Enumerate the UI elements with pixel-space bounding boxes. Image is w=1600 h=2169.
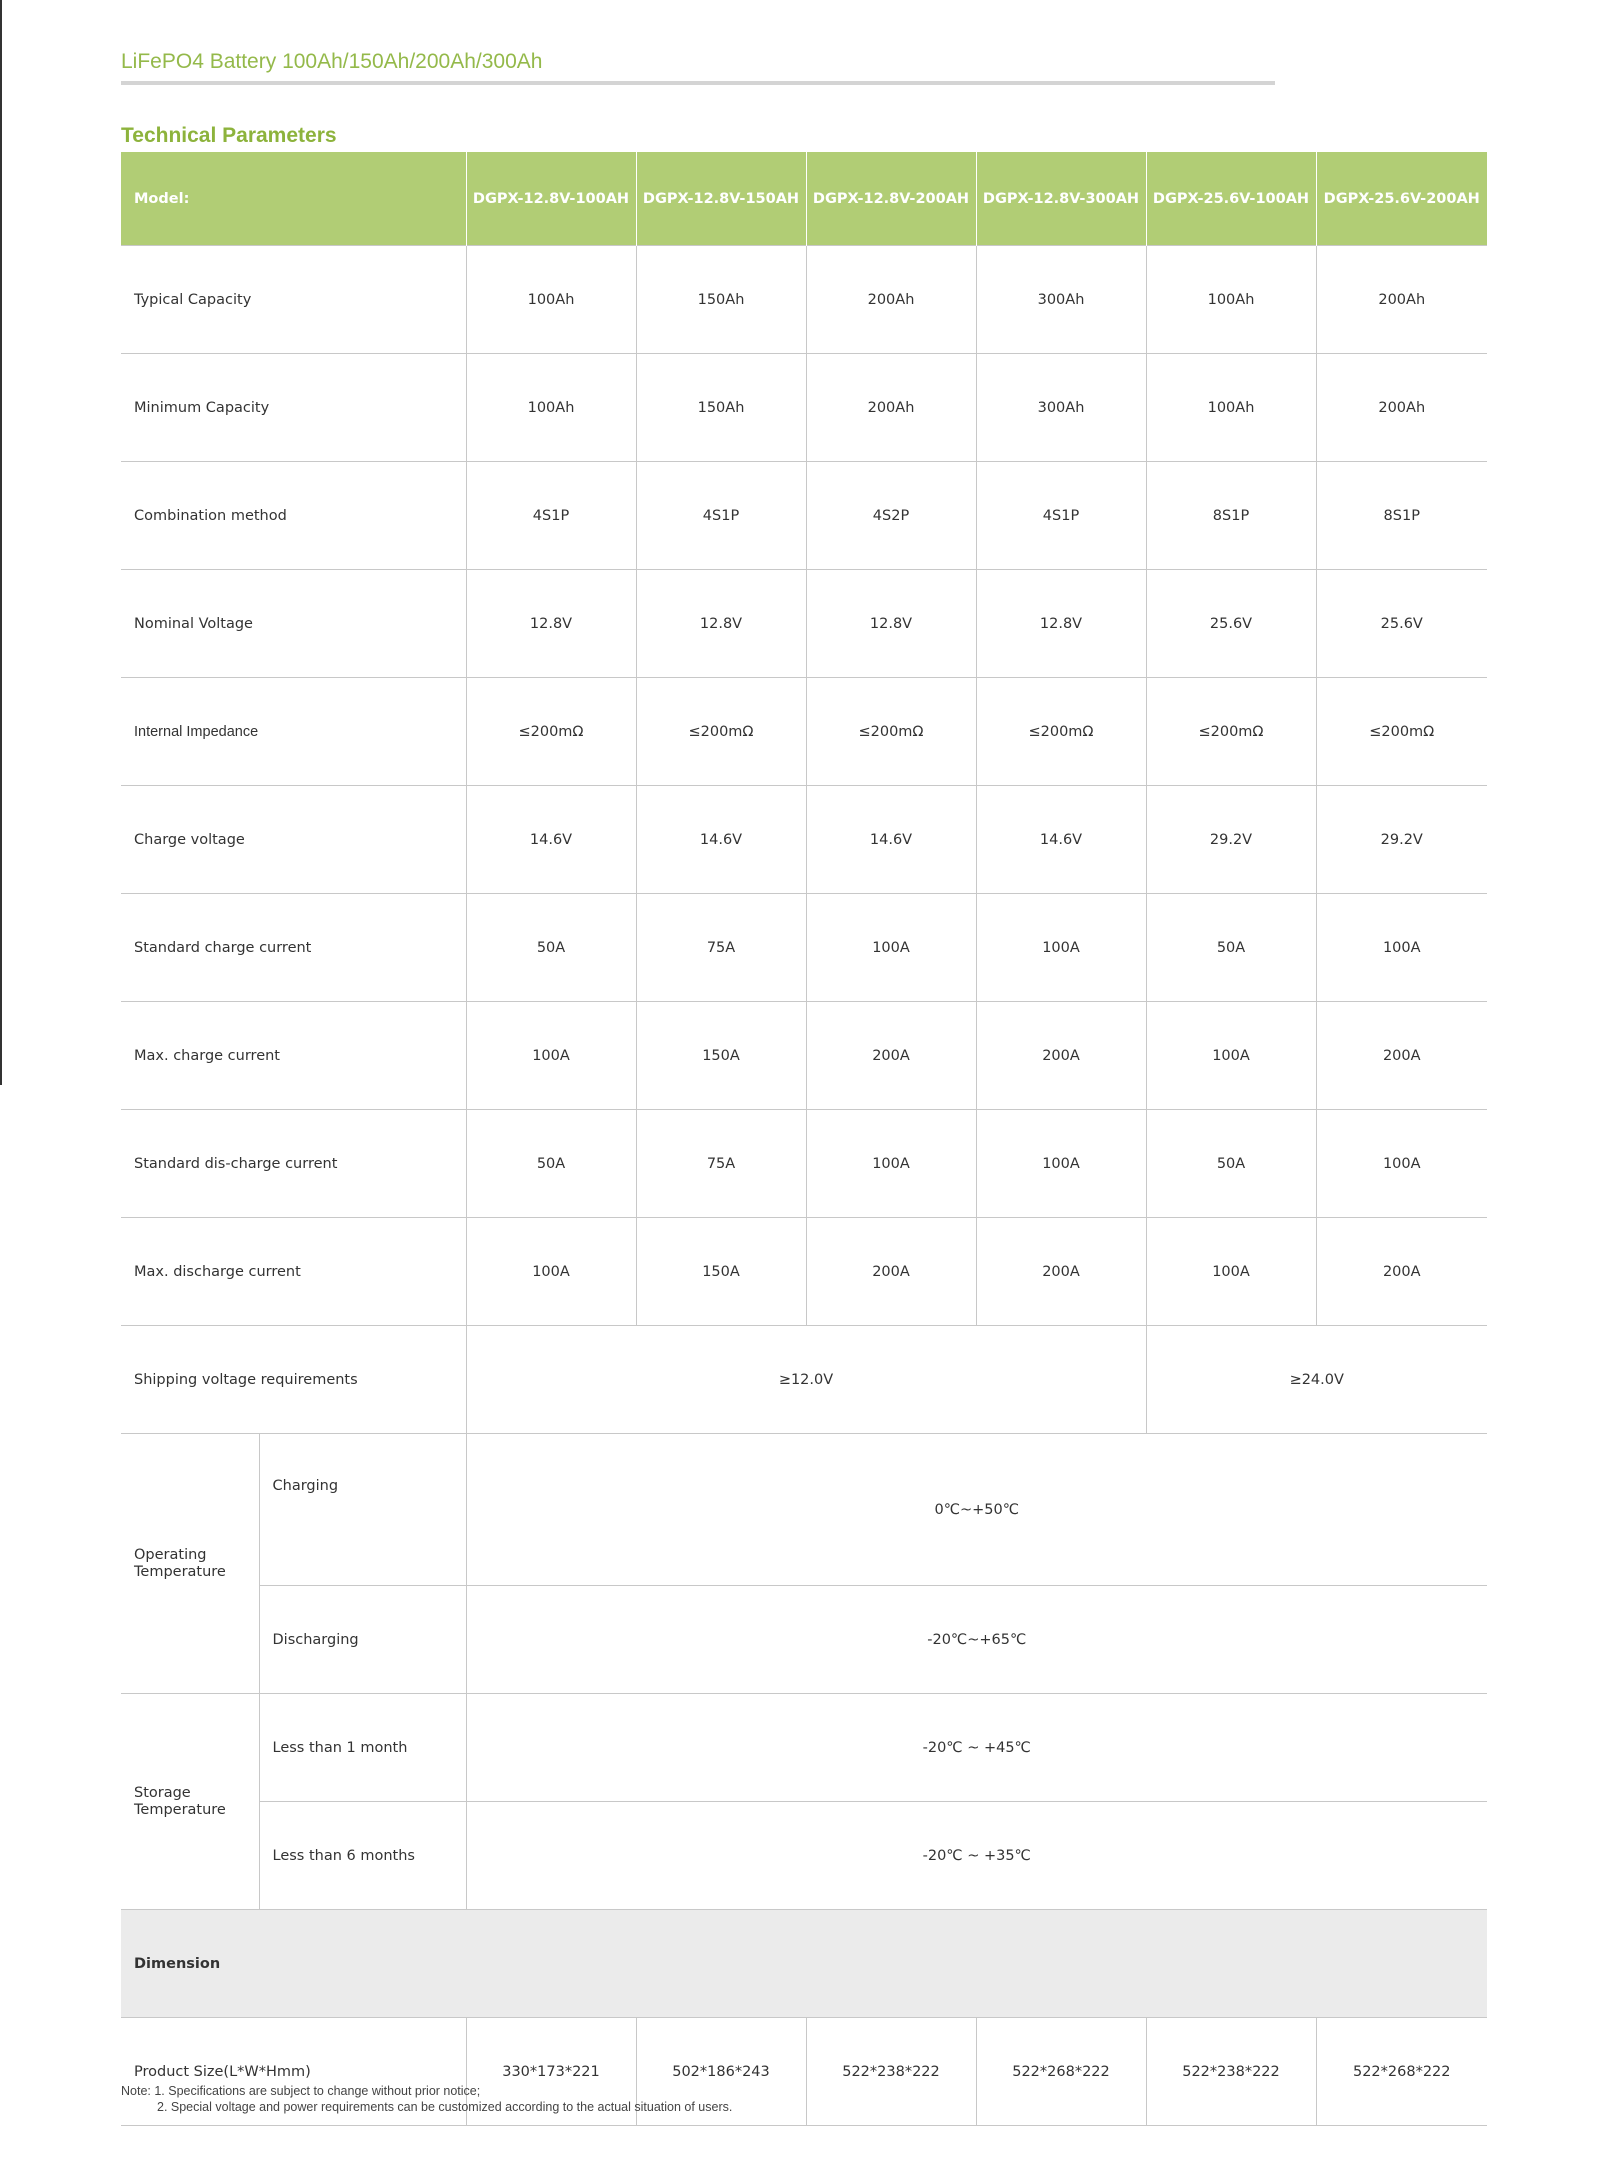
note-line-2: 2. Special voltage and power requirements can be customized according to the actual situation of users. <box>157 2100 733 2114</box>
operating-charging-row <box>121 1434 1487 1586</box>
table-cell: 100A <box>466 1218 636 1326</box>
table-cell: 200A <box>806 1218 976 1326</box>
table-cell: 100A <box>1316 894 1487 1002</box>
table-cell: 25.6V <box>1316 570 1487 678</box>
row-label: Typical Capacity <box>121 246 466 354</box>
header-row <box>121 152 1487 246</box>
row-label: Standard dis-charge current <box>121 1110 466 1218</box>
charging-label: Charging <box>259 1434 466 1586</box>
section-title: Technical Parameters <box>121 124 337 147</box>
table-cell: 200A <box>1316 1002 1487 1110</box>
row-label: Max. discharge current <box>121 1218 466 1326</box>
table-cell: 12.8V <box>806 570 976 678</box>
shipping-12v-cell: ≥12.0V <box>466 1326 1146 1434</box>
less-than-1-month-label: Less than 1 month <box>259 1694 466 1802</box>
table-cell: ≤200mΩ <box>976 678 1146 786</box>
model-header: DGPX-12.8V-150AH <box>636 152 806 246</box>
less-than-6-months-label: Less than 6 months <box>259 1802 466 1910</box>
table-cell: 25.6V <box>1146 570 1316 678</box>
table-cell: 100A <box>976 894 1146 1002</box>
note-line-1: Note: 1. Specifications are subject to change without prior notice; <box>121 2084 481 2098</box>
table-cell: ≤200mΩ <box>1146 678 1316 786</box>
table-cell: 12.8V <box>466 570 636 678</box>
row-label: Shipping voltage requirements <box>121 1326 466 1434</box>
table-cell: 100A <box>1146 1002 1316 1110</box>
page-edge-mark <box>0 0 2 1085</box>
table-cell: 502*186*243 <box>636 2018 806 2126</box>
table-row <box>121 354 1487 462</box>
table-cell: 12.8V <box>976 570 1146 678</box>
notes <box>121 2083 732 2115</box>
table-cell: 14.6V <box>636 786 806 894</box>
discharging-temp-cell: -20℃~+65℃ <box>466 1586 1487 1694</box>
table-cell: 522*268*222 <box>1316 2018 1487 2126</box>
table-cell: ≤200mΩ <box>806 678 976 786</box>
table-cell: 150A <box>636 1218 806 1326</box>
table-cell: 29.2V <box>1146 786 1316 894</box>
model-header: DGPX-12.8V-200AH <box>806 152 976 246</box>
table-cell: 100Ah <box>1146 246 1316 354</box>
table-cell: 14.6V <box>466 786 636 894</box>
table-row <box>121 1110 1487 1218</box>
row-label: Internal Impedance <box>121 678 466 786</box>
table-cell: 4S1P <box>976 462 1146 570</box>
table-cell: 29.2V <box>1316 786 1487 894</box>
operating-discharging-row <box>121 1586 1487 1694</box>
table-cell: 12.8V <box>636 570 806 678</box>
model-header: DGPX-25.6V-100AH <box>1146 152 1316 246</box>
table-cell: 150Ah <box>636 246 806 354</box>
table-cell: 200Ah <box>1316 354 1487 462</box>
page-title: LiFePO4 Battery 100Ah/150Ah/200Ah/300Ah <box>121 50 543 73</box>
row-label: Product Size(L*W*Hmm) <box>121 2018 466 2126</box>
table-cell: 14.6V <box>806 786 976 894</box>
row-label: Charge voltage <box>121 786 466 894</box>
table-cell: 200A <box>806 1002 976 1110</box>
table-cell: 4S2P <box>806 462 976 570</box>
table-row <box>121 1002 1487 1110</box>
table-cell: 100Ah <box>466 354 636 462</box>
table-cell: 50A <box>1146 1110 1316 1218</box>
table-cell: 200Ah <box>1316 246 1487 354</box>
table-cell: 100A <box>1146 1218 1316 1326</box>
table-cell: 200A <box>976 1002 1146 1110</box>
row-label: Standard charge current <box>121 894 466 1002</box>
table-cell: 200A <box>976 1218 1146 1326</box>
dimension-row <box>121 1910 1487 2018</box>
table-cell: 4S1P <box>466 462 636 570</box>
table-cell: 75A <box>636 894 806 1002</box>
spec-table <box>121 152 1487 2126</box>
row-label: Minimum Capacity <box>121 354 466 462</box>
table-cell: 522*238*222 <box>1146 2018 1316 2126</box>
storage-6months-cell: -20℃ ~ +35℃ <box>466 1802 1487 1910</box>
row-label: Combination method <box>121 462 466 570</box>
table-cell: 100A <box>806 894 976 1002</box>
table-row <box>121 462 1487 570</box>
table-cell: 100Ah <box>466 246 636 354</box>
table-row <box>121 786 1487 894</box>
dimension-label: Dimension <box>121 1910 1487 2018</box>
storage-6months-row <box>121 1802 1487 1910</box>
table-cell: 75A <box>636 1110 806 1218</box>
table-cell: 50A <box>1146 894 1316 1002</box>
table-cell: 300Ah <box>976 246 1146 354</box>
table-cell: 200Ah <box>806 246 976 354</box>
storage-1month-cell: -20℃ ~ +45℃ <box>466 1694 1487 1802</box>
title-divider <box>121 81 1275 85</box>
table-cell: 150Ah <box>636 354 806 462</box>
table-cell: 100A <box>1316 1110 1487 1218</box>
table-cell: ≤200mΩ <box>636 678 806 786</box>
shipping-24v-cell: ≥24.0V <box>1146 1326 1487 1434</box>
table-row <box>121 678 1487 786</box>
table-cell: 50A <box>466 1110 636 1218</box>
model-label: Model: <box>121 152 466 246</box>
row-label: Max. charge current <box>121 1002 466 1110</box>
table-cell: 150A <box>636 1002 806 1110</box>
table-cell: ≤200mΩ <box>466 678 636 786</box>
table-cell: 100A <box>976 1110 1146 1218</box>
discharging-label: Discharging <box>259 1586 466 1694</box>
table-row <box>121 570 1487 678</box>
shipping-row <box>121 1326 1487 1434</box>
row-label: Nominal Voltage <box>121 570 466 678</box>
table-cell: 8S1P <box>1316 462 1487 570</box>
table-cell: ≤200mΩ <box>1316 678 1487 786</box>
model-header: DGPX-12.8V-300AH <box>976 152 1146 246</box>
table-cell: 100Ah <box>1146 354 1316 462</box>
table-row <box>121 246 1487 354</box>
table-cell: 14.6V <box>976 786 1146 894</box>
model-header: DGPX-12.8V-100AH <box>466 152 636 246</box>
table-cell: 50A <box>466 894 636 1002</box>
table-cell: 330*173*221 <box>466 2018 636 2126</box>
storage-temperature-label: Storage Temperature <box>121 1694 259 1910</box>
table-cell: 522*238*222 <box>806 2018 976 2126</box>
table-cell: 100A <box>466 1002 636 1110</box>
table-cell: 8S1P <box>1146 462 1316 570</box>
operating-temperature-label: Operating Temperature <box>121 1434 259 1694</box>
table-cell: 522*268*222 <box>976 2018 1146 2126</box>
table-row <box>121 894 1487 1002</box>
table-cell: 4S1P <box>636 462 806 570</box>
model-header: DGPX-25.6V-200AH <box>1316 152 1487 246</box>
table-cell: 100A <box>806 1110 976 1218</box>
table-cell: 200A <box>1316 1218 1487 1326</box>
table-cell: 300Ah <box>976 354 1146 462</box>
storage-1month-row <box>121 1694 1487 1802</box>
table-row <box>121 1218 1487 1326</box>
charging-temp-cell: 0℃~+50℃ <box>466 1434 1487 1586</box>
table-cell: 200Ah <box>806 354 976 462</box>
